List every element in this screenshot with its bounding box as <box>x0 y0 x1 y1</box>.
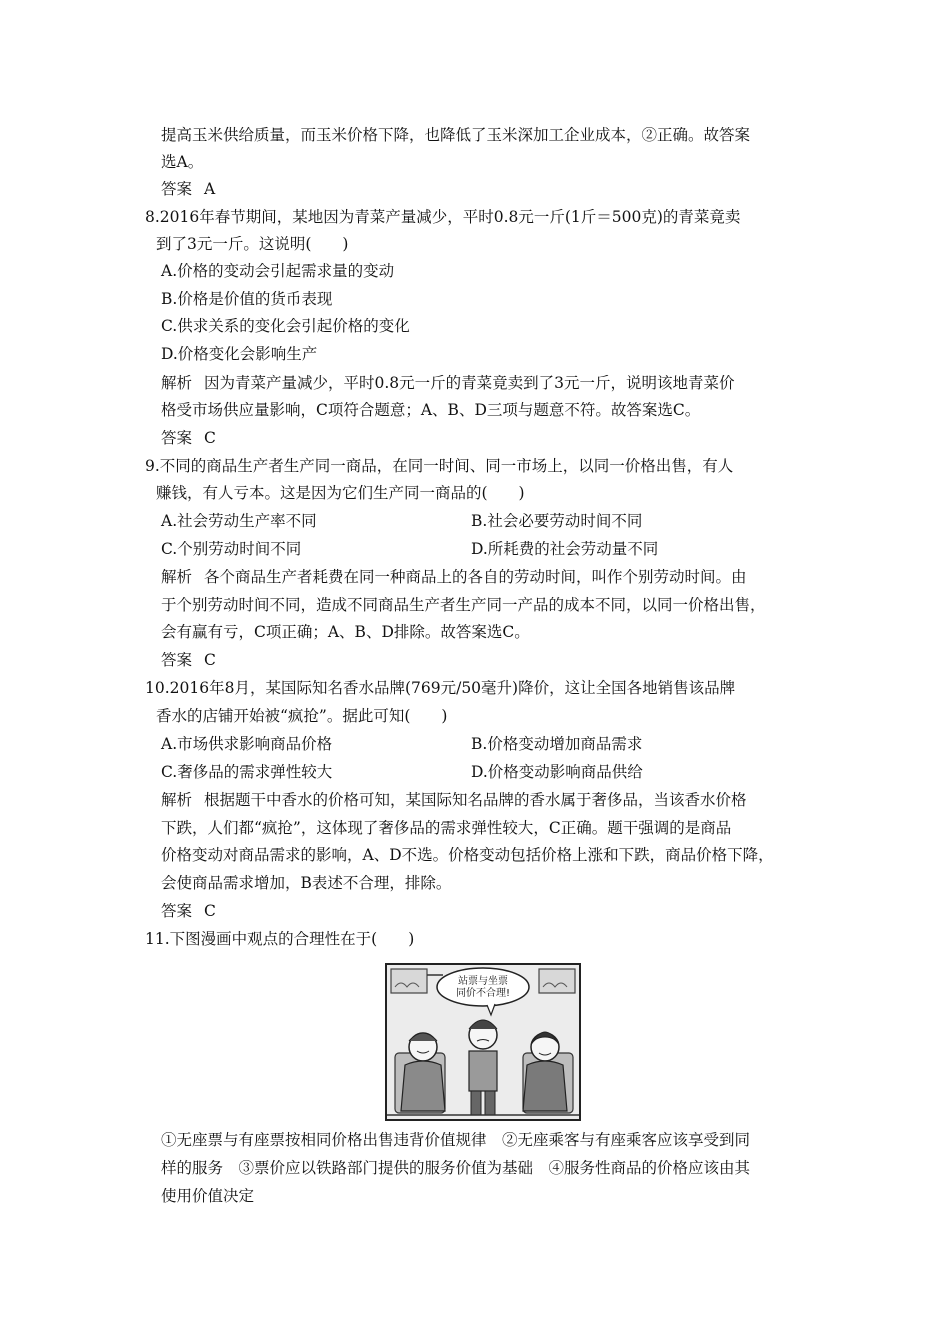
answer-value: A <box>204 180 216 198</box>
bubble-text-line1: 站票与坐票 <box>458 976 508 987</box>
q8-answer <box>161 427 216 449</box>
q9-analysis-line: 于个别劳动时间不同，造成不同商品生产者生产同一产品的成本不同，以同一价格出售， <box>161 596 766 614</box>
answer-label: 答案 <box>161 902 193 920</box>
cartoon-drawing <box>387 965 579 1119</box>
analysis-text: 根据题干中香水的价格可知，某国际知名品牌的香水属于奢侈品，当该香水价格 <box>204 791 747 809</box>
q10-option-b: B.价格变动增加商品需求 <box>471 735 643 753</box>
q7-analysis-line: 选A。 <box>161 153 204 171</box>
q8-analysis-line <box>161 372 735 394</box>
q10-analysis-line: 下跌，人们都“疯抢”，这体现了奢侈品的需求弹性较大，C正确。题干强调的是商品 <box>161 819 732 837</box>
q10-option-c: C.奢侈品的需求弹性较大 <box>161 763 333 781</box>
bubble-text-line2: 同价不合理! <box>455 988 511 999</box>
q10-analysis-line <box>161 789 747 811</box>
q10-option-d: D.价格变动影响商品供给 <box>471 763 643 781</box>
q9-stem-line: 赚钱，有人亏本。这是因为它们生产同一商品的( ) <box>156 484 525 502</box>
q9-analysis-line: 会有赢有亏，C项正确；A、B、D排除。故答案选C。 <box>161 623 530 641</box>
q11-stem: 11.下图漫画中观点的合理性在于( ) <box>145 930 415 948</box>
q10-analysis-line: 会使商品需求增加，B表述不合理，排除。 <box>161 874 452 892</box>
analysis-text: 因为青菜产量减少，平时0.8元一斤的青菜竟卖到了3元一斤，说明该地青菜价 <box>204 374 735 392</box>
analysis-text: 各个商品生产者耗费在同一种商品上的各自的劳动时间，叫作个别劳动时间。由 <box>204 568 747 586</box>
q9-analysis-line <box>161 566 747 588</box>
analysis-label: 解析 <box>161 791 193 809</box>
q9-option-a: A.社会劳动生产率不同 <box>161 512 317 530</box>
q7-answer <box>161 178 215 200</box>
answer-value: C <box>204 429 216 447</box>
q8-analysis-line: 格受市场供应量影响，C项符合题意；A、B、D三项与题意不符。故答案选C。 <box>161 401 701 419</box>
q9-option-c: C.个别劳动时间不同 <box>161 540 302 558</box>
q9-answer <box>161 649 216 671</box>
q9-option-b: B.社会必要劳动时间不同 <box>471 512 643 530</box>
answer-label: 答案 <box>161 651 193 669</box>
q8-option-b: B.价格是价值的货币表现 <box>161 290 333 308</box>
q8-option-a: A.价格的变动会引起需求量的变动 <box>161 262 395 280</box>
analysis-label: 解析 <box>161 374 193 392</box>
q10-answer <box>161 900 216 922</box>
q11-statements-line: 使用价值决定 <box>161 1187 255 1205</box>
q8-option-c: C.供求关系的变化会引起价格的变化 <box>161 317 410 335</box>
answer-value: C <box>204 902 216 920</box>
answer-label: 答案 <box>161 180 193 198</box>
answer-value: C <box>204 651 216 669</box>
q9-stem-line: 9.不同的商品生产者生产同一商品，在同一时间、同一市场上，以同一价格出售，有人 <box>145 457 734 475</box>
q8-stem-line: 8.2016年春节期间，某地因为青菜产量减少，平时0.8元一斤(1斤＝500克)的青菜竟卖 <box>145 208 741 226</box>
q10-option-a: A.市场供求影响商品价格 <box>161 735 333 753</box>
q7-analysis-line: 提高玉米供给质量，而玉米价格下降，也降低了玉米深加工企业成本，②正确。故答案 <box>161 126 751 144</box>
q8-option-d: D.价格变化会影响生产 <box>161 345 318 363</box>
q10-analysis-line: 价格变动对商品需求的影响，A、D不选。价格变动包括价格上涨和下跌，商品价格下降， <box>161 846 774 864</box>
q10-stem-line: 10.2016年8月，某国际知名香水品牌(769元/50毫升)降价，这让全国各地销售该品牌 <box>145 679 736 697</box>
q11-statements-line: 样的服务 ③票价应以铁路部门提供的服务价值为基础 ④服务性商品的价格应该由其 <box>161 1159 751 1177</box>
q8-stem-line: 到了3元一斤。这说明( ) <box>156 235 349 253</box>
q11-statements-line: ①无座票与有座票按相同价格出售违背价值规律 ②无座乘客与有座乘客应该享受到同 <box>161 1131 751 1149</box>
answer-label: 答案 <box>161 429 193 447</box>
q10-stem-line: 香水的店铺开始被“疯抢”。据此可知( ) <box>156 707 448 725</box>
cartoon-image <box>385 963 581 1121</box>
q9-option-d: D.所耗费的社会劳动量不同 <box>471 540 659 558</box>
analysis-label: 解析 <box>161 568 193 586</box>
